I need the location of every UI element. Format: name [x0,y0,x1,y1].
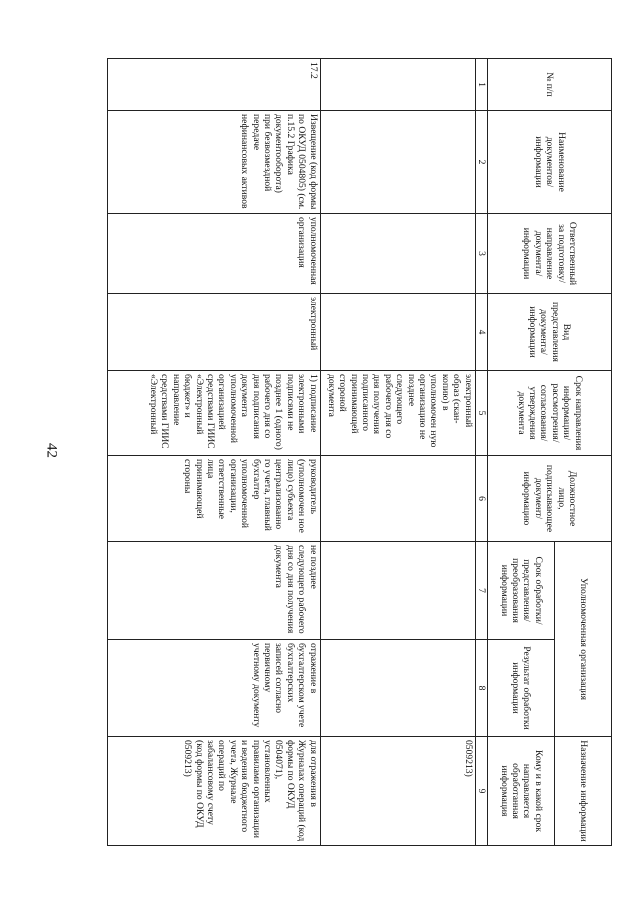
header-document-name: Наименование документов/ информации [488,111,612,214]
cell [320,542,475,640]
header-num: № п/п [488,59,612,111]
header-authorized-org: Уполномоченная организация [555,542,612,737]
header-purpose: Назначение информации [555,737,612,846]
cell-deadline: 1) подписание электронными подписями не позднее 1 (одного) рабочего дня со дня подписания документа уполномоченной организацией средствами ГИИС «Электронный бюджет» и направление средствами ГИИС «Электронный [107,371,320,456]
col-number: 4 [475,294,487,371]
cell [320,111,475,214]
header-responsible: Ответственный за подготовку/ направление документа/ информации [488,214,612,294]
cell [320,294,475,371]
header-presentation-type: Вид представления документа/ информации [488,294,612,371]
cell-presentation-type: электронный [107,294,320,371]
col-number: 7 [475,542,487,640]
document-flow-table [107,58,612,846]
cell-responsible: уполномоченная организация [107,214,320,294]
col-number: 5 [475,371,487,456]
col-number: 3 [475,214,487,294]
col-number: 9 [475,737,487,846]
header-recipient: Кому и в какой срок направляется обработанная информация [488,737,555,846]
cell-recipient: для отражения в Журналах операций (код формы по ОКУД 0504071), установленных правилами организации и ведения бюджетного учета, Журнале операций по забалансовому счету (код формы по ОКУД 0509213) [107,737,320,846]
header-deadline: Срок направления информации/ рассмотрения/ согласования/ утверждения документа [488,371,612,456]
cell-signer: руководитель (уполномочен ное лицо) субъекта централизованно го учета, главный бухгалтер уполномоченной организации, ответственные лица принимающей стороны [107,456,320,542]
cell [320,640,475,737]
table-row-continuation [320,59,475,846]
cell-processing-term: не позднее следующего рабочего дня со дня получения документа [107,542,320,640]
cell-num: 17.2 [107,59,320,111]
document-table-area [114,58,612,845]
cell-recipient: 0509213) [320,737,475,846]
page-number: 42 [43,443,60,458]
header-result: Результат обработки информации [488,640,555,737]
col-number: 1 [475,59,487,111]
table-row-17-2 [107,59,320,846]
header-processing-term: Срок обработки/ представления/ преобразования информации [488,542,555,640]
col-number: 6 [475,456,487,542]
cell [320,59,475,111]
cell [320,456,475,542]
cell-document-name: Извещение (код формы по ОКУД 0504805) (см. п.15.2 Графика документооборота) при безвозмездной передаче нефинансовых активов [107,111,320,214]
cell-deadline: электронный образ (скан-копию) в уполномочен ную организацию не позднее следующего рабочего дня со дня получения подписанного принимающей стороной документа [320,371,475,456]
header-signer: Должностное лицо, подписывающее документ/ информацию [488,456,612,542]
cell-result: отражение в бухгалтерском учете бухгалтерских записей согласно первичному учетному документу [107,640,320,737]
col-number: 2 [475,111,487,214]
cell [320,214,475,294]
col-number: 8 [475,640,487,737]
